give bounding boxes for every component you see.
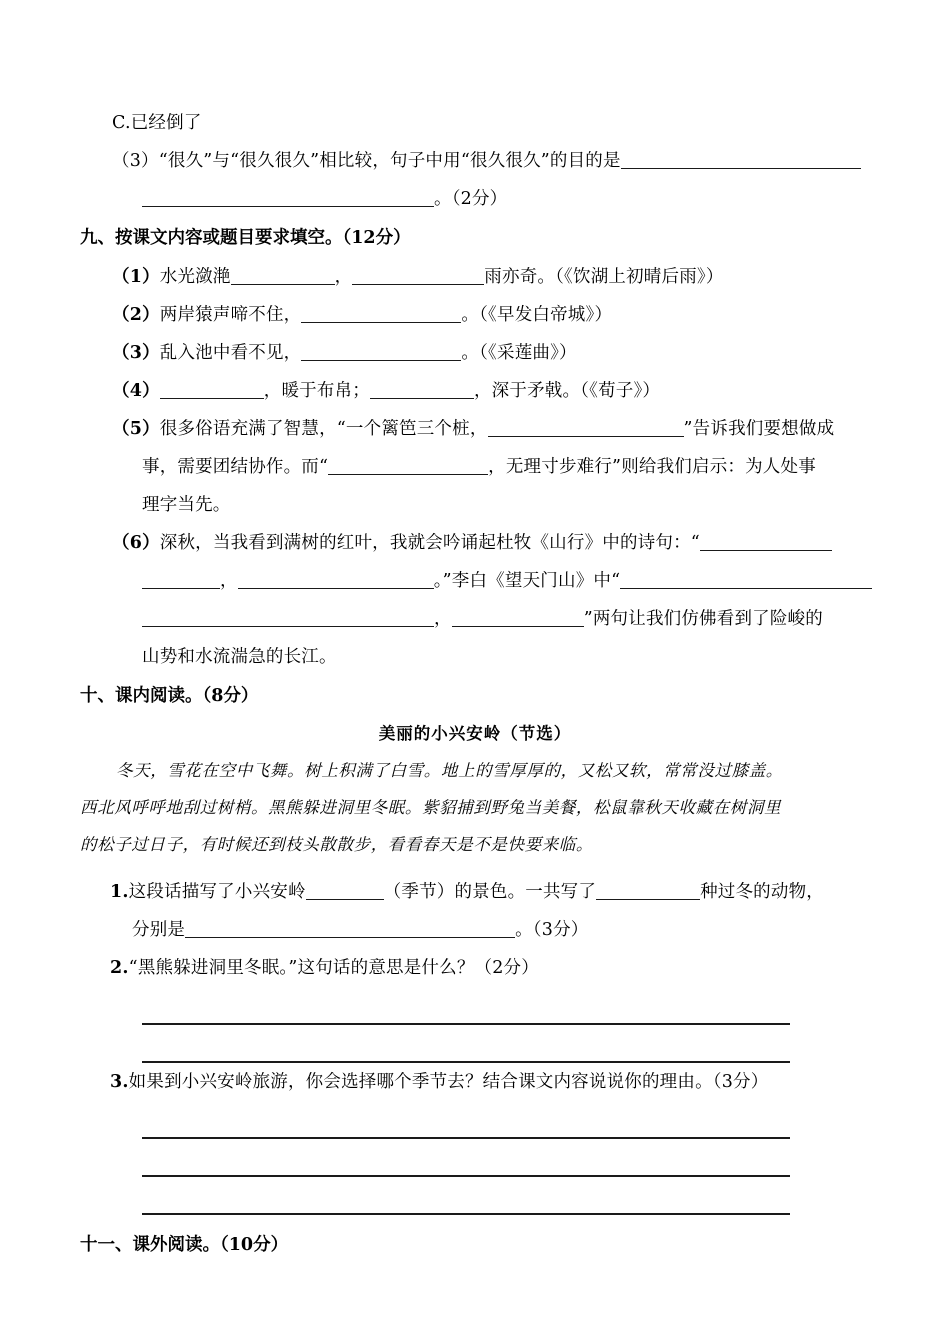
- passage-text-3: 的松子过日子，有时候还到枝头散散步，看看春天是不是快要来临。: [80, 835, 593, 854]
- question-3-tail: 。（2分）: [434, 189, 508, 209]
- fill-blank[interactable]: [620, 573, 872, 589]
- item-6-text-a: 深秋，当我看到满树的红叶，我就会吟诵起杜牧《山行》中的诗句：“: [159, 533, 700, 553]
- reading-question-1-line-2: [80, 911, 870, 949]
- question-number: 2.: [110, 958, 129, 978]
- item-text-c: 。（《采莲曲》）: [461, 343, 577, 363]
- item-5-text-c: 事，需要团结协作。而“: [142, 457, 329, 477]
- item-6-text-f: 山势和水流湍急的长江。: [142, 647, 337, 667]
- item-6-text-d: ，: [434, 609, 452, 629]
- q1-text-e: 。（3分）: [515, 920, 589, 940]
- item-5-text-a: 很多俗语充满了智慧，“一个篱笆三个桩，: [159, 419, 488, 439]
- section-9-item-6-line-4: [80, 638, 870, 676]
- fill-blank[interactable]: [370, 383, 474, 399]
- section-9-item-2: [80, 296, 870, 334]
- fill-blank[interactable]: [238, 573, 434, 589]
- item-text-c: ，深于矛戟。（《荀子》）: [473, 381, 661, 401]
- item-text-a: 乱入池中看不见，: [159, 343, 302, 363]
- q1-text-d: 分别是: [132, 920, 186, 940]
- item-5-text-e: 理字当先。: [142, 495, 231, 515]
- q1-text-c: 种过冬的动物，: [700, 882, 824, 902]
- passage-paragraph-line-2: [80, 789, 870, 826]
- fill-blank[interactable]: [452, 611, 584, 627]
- answer-line[interactable]: [142, 1139, 790, 1177]
- option-c-line: [80, 104, 870, 142]
- section-9-item-6-line-2: [80, 562, 870, 600]
- section-9-item-6-line-3: [80, 600, 870, 638]
- question-number: 3.: [110, 1072, 129, 1092]
- section-9-heading-text: 九、按课文内容或题目要求填空。（12分）: [80, 228, 411, 248]
- item-number: （4）: [112, 381, 160, 401]
- item-6-text-c: 。”李白《望天门山》中“: [433, 571, 621, 591]
- section-9-heading: [80, 218, 870, 258]
- spacer: [80, 1215, 870, 1225]
- q3-text: 如果到小兴安岭旅游，你会选择哪个季节去？结合课文内容说说你的理由。（3分）: [128, 1072, 769, 1092]
- answer-line[interactable]: [142, 987, 790, 1025]
- item-text-a: 两岸猿声啼不住，: [159, 305, 302, 325]
- item-6-text-b: ，: [220, 571, 238, 591]
- fill-blank[interactable]: [142, 573, 220, 589]
- item-text-b: ，暖于布帛；: [263, 381, 370, 401]
- section-11-heading: [80, 1225, 870, 1265]
- fill-blank[interactable]: [328, 459, 488, 475]
- fill-blank[interactable]: [596, 884, 700, 900]
- question-3-text: （3）“很久”与“很久很久”相比较，句子中用“很久很久”的目的是: [112, 151, 621, 171]
- section-10-heading: [80, 676, 870, 716]
- passage-title: [80, 716, 870, 752]
- passage-text-2: 西北风呼呼地刮过树梢。黑熊躲进洞里冬眠。紫貂捕到野兔当美餐，松鼠靠秋天收藏在树洞里: [80, 798, 782, 817]
- section-9-item-3: [80, 334, 870, 372]
- fill-blank[interactable]: [160, 383, 264, 399]
- passage-title-text: 美丽的小兴安岭（节选）: [378, 724, 572, 743]
- q2-text: “黑熊躲进洞里冬眠。”这句话的意思是什么？（2分）: [128, 958, 539, 978]
- fill-blank[interactable]: [185, 922, 515, 938]
- fill-blank[interactable]: [142, 611, 434, 627]
- fill-blank[interactable]: [488, 421, 684, 437]
- section-11-heading-text: 十一、课外阅读。（10分）: [80, 1235, 289, 1255]
- fill-blank[interactable]: [306, 884, 384, 900]
- passage-paragraph-line-3: [80, 826, 870, 863]
- item-text-b: ，: [334, 267, 353, 287]
- question-3-answer-area: [80, 1101, 870, 1215]
- answer-line[interactable]: [142, 1101, 790, 1139]
- section-10-heading-text: 十、课内阅读。（8分）: [80, 686, 259, 706]
- fill-blank[interactable]: [700, 535, 832, 551]
- item-number: （2）: [112, 305, 160, 325]
- item-number: （6）: [112, 533, 160, 553]
- spacer: [80, 863, 870, 873]
- fill-blank[interactable]: [621, 153, 861, 169]
- item-text-a: 水光潋滟: [159, 267, 231, 287]
- question-3-line-2: [80, 180, 870, 218]
- section-9-item-5-line-1: [80, 410, 870, 448]
- fill-blank[interactable]: [352, 269, 484, 285]
- reading-question-3: [80, 1063, 870, 1101]
- section-9-item-4: [80, 372, 870, 410]
- passage-text-1: 冬天，雪花在空中飞舞。树上积满了白雪。地上的雪厚厚的，又松又软，常常没过膝盖。: [116, 761, 783, 780]
- q1-text-b: （季节）的景色。一共写了: [383, 882, 597, 902]
- section-9-item-5-line-2: [80, 448, 870, 486]
- question-number: 1.: [110, 882, 129, 902]
- question-2-answer-area: [80, 987, 870, 1063]
- question-3-line-1: [80, 142, 870, 180]
- fill-blank[interactable]: [142, 191, 434, 207]
- item-6-text-e: ”两句让我们仿佛看到了险峻的: [583, 609, 823, 629]
- section-9-item-5-line-3: [80, 486, 870, 524]
- section-9-item-1: [80, 258, 870, 296]
- fill-blank[interactable]: [301, 307, 461, 323]
- page-content: [80, 104, 870, 1265]
- item-5-text-b: ”告诉我们要想做成: [683, 419, 835, 439]
- item-number: （1）: [112, 267, 160, 287]
- fill-blank[interactable]: [231, 269, 335, 285]
- q1-text-a: 这段话描写了小兴安岭: [128, 882, 306, 902]
- answer-line[interactable]: [142, 1025, 790, 1063]
- reading-question-1-line-1: [80, 873, 870, 911]
- reading-question-2: [80, 949, 870, 987]
- item-text-c: 。（《早发白帝城》）: [461, 305, 613, 325]
- passage-paragraph-line-1: [80, 752, 870, 789]
- item-number: （5）: [112, 419, 160, 439]
- fill-blank[interactable]: [301, 345, 461, 361]
- item-number: （3）: [112, 343, 160, 363]
- option-c-text: C.已经倒了: [112, 113, 202, 133]
- section-9-item-6-line-1: [80, 524, 870, 562]
- answer-line[interactable]: [142, 1177, 790, 1215]
- item-text-c: 雨亦奇。（《饮湖上初晴后雨》）: [484, 267, 724, 287]
- item-5-text-d: ，无理寸步难行”则给我们启示：为人处事: [488, 457, 816, 477]
